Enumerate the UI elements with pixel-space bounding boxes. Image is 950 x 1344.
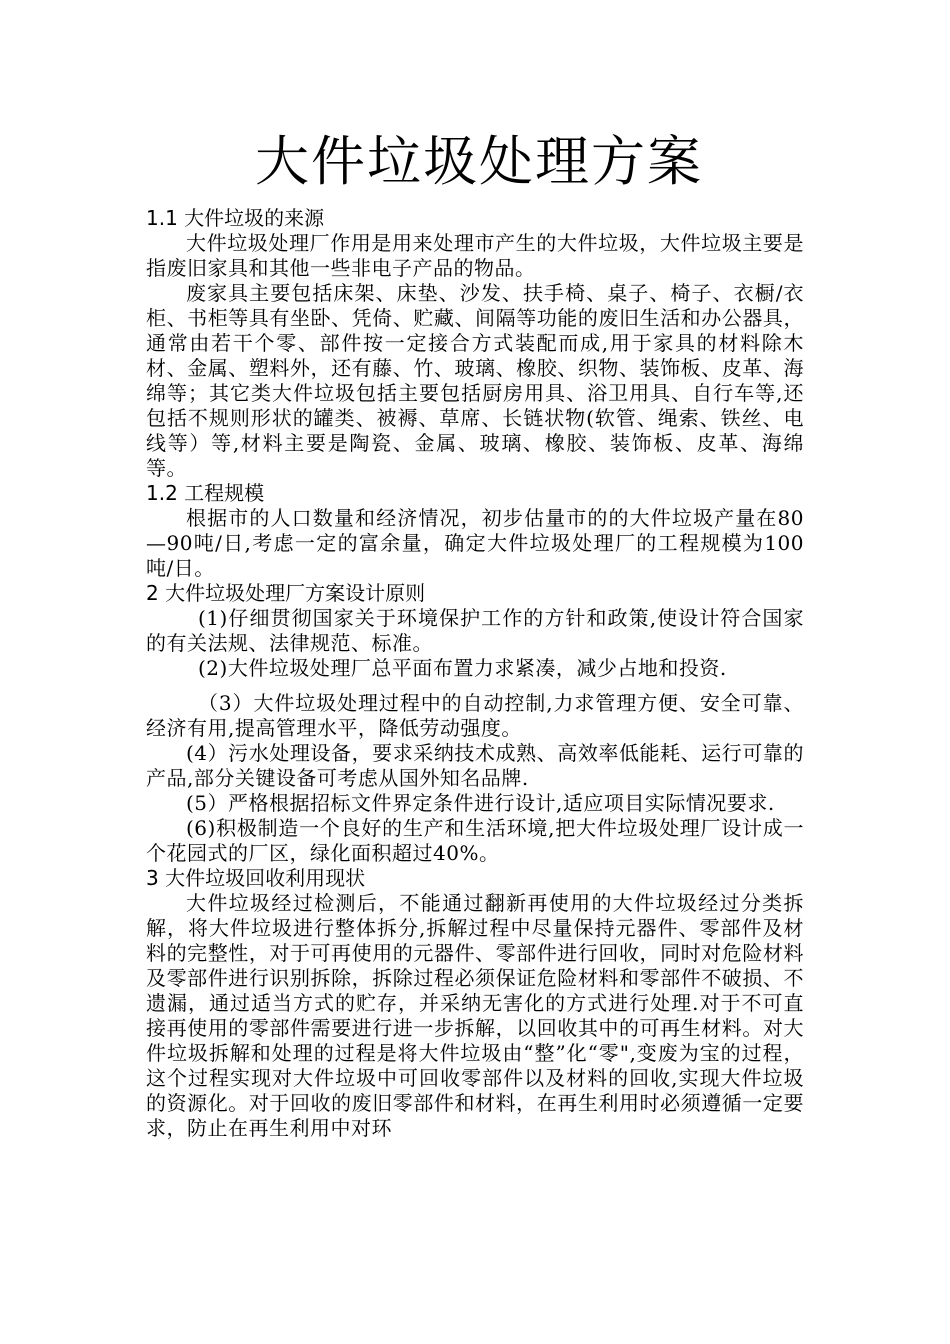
section-heading: 1.2 工程规模	[146, 481, 265, 505]
section-design-principles	[146, 581, 804, 866]
section-heading: 2 大件垃圾处理厂方案设计原则	[146, 581, 426, 605]
principle-item: (5）严格根据招标文件界定条件进行设计,适应项目实际情况要求.	[186, 791, 775, 815]
section-source	[146, 206, 804, 481]
section-heading: 1.1 大件垃圾的来源	[146, 206, 325, 230]
document-page	[146, 122, 804, 1141]
principle-item: (2)大件垃圾处理厂总平面布置力求紧凑，减少占地和投资.	[198, 656, 727, 680]
paragraph: 大件垃圾经过检测后，不能通过翻新再使用的大件垃圾经过分类拆解，将大件垃圾进行整体拆分,拆解过程中尽量保持元器件、零部件及材料的完整性，对于可再使用的元器件、零部件进行回收，同时对危险材料及零部件进行识别拆除，拆除过程必须保证危险材料和零部件不破损、不遗漏，通过适当方式的贮存，并采纳无害化的方式进行处理.对于不可直接再使用的零部件需要进行进一步拆解，以回收其中的可再生材料。对大件垃圾拆解和处理的过程是将大件垃圾由“整”化“零",变废为宝的过程，这个过程实现对大件垃圾中可回收零部件以及材料的回收,实现大件垃圾的资源化。对于回收的废旧零部件和材料，在再生利用时必须遵循一定要求，防止在再生利用中对环	[146, 891, 804, 1140]
section-recycling-status	[146, 866, 804, 1141]
paragraph: 废家具主要包括床架、床垫、沙发、扶手椅、桌子、椅子、衣橱/衣柜、书柜等具有坐卧、凭倚、贮藏、间隔等功能的废旧生活和办公器具，通常由若干个零、部件按一定接合方式装配而成,用于家具的材料除木材、金属、塑料外，还有藤、竹、玻璃、橡胶、织物、装饰板、皮革、海绵等；其它类大件垃圾包括主要包括厨房用具、浴卫用具、自行车等,还包括不规则形状的罐类、被褥、草席、长链状物(软管、绳索、铁丝、电线等）等,材料主要是陶瓷、金属、玻璃、橡胶、装饰板、皮革、海绵等。	[146, 281, 804, 480]
paragraph: 大件垃圾处理厂作用是用来处理市产生的大件垃圾，大件垃圾主要是指废旧家具和其他一些非电子产品的物品。	[146, 231, 804, 280]
section-scale	[146, 481, 804, 581]
section-heading: 3 大件垃圾回收利用现状	[146, 866, 366, 890]
principle-item: (6)积极制造一个良好的生产和生活环境,把大件垃圾处理厂设计成一个花园式的厂区，绿化面积超过40%。	[146, 816, 804, 865]
document-title: 大件垃圾处理方案	[255, 130, 703, 193]
principle-item: (1)仔细贯彻国家关于环境保护工作的方针和政策,使设计符合国家的有关法规、法律规范、标准。	[146, 606, 804, 655]
principle-item: （3）大件垃圾处理过程中的自动控制,力求管理方便、安全可靠、经济有用,提高管理水平，降低劳动强度。	[146, 691, 804, 740]
paragraph: 根据市的人口数量和经济情况，初步估量市的的大件垃圾产量在80—90吨/日,考虑一定的富余量，确定大件垃圾处理厂的工程规模为100吨/日。	[146, 506, 804, 580]
principle-item: (4）污水处理设备，要求采纳技术成熟、高效率低能耗、运行可靠的产品,部分关键设备可考虑从国外知名品牌.	[146, 741, 804, 790]
